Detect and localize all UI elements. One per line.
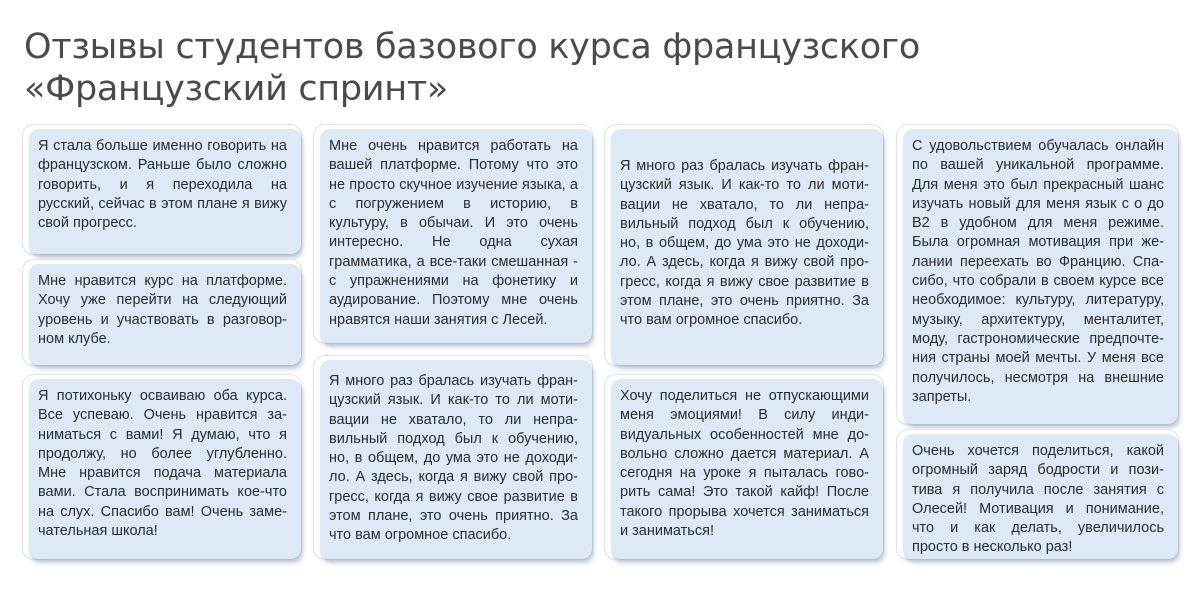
review-text: Я стала больше именно говорить на французском. Раньше было сложно говорить, и я переходила на русский, сейчас в этом плане я вижу свой прогресс. — [38, 138, 287, 232]
review-card-5 — [313, 355, 593, 560]
review-card-1 — [22, 124, 302, 255]
review-card-9 — [896, 429, 1179, 560]
review-text: Я много раз бралась изучать французский язык. И как-то то ли мотивации не хватало, то ли неправильный подход был к обучению, но, в общем, до ума это не доходило. А здесь, когда я вижу свой прогресс, когда я вижу свое развитие в этом плане, это очень приятно. За что вам огромное спасибо. — [620, 158, 869, 329]
review-text: С удовольствием обучалась онлайн по вашей уникальной программе. Для меня это был прекрасный шанс изучать новый для меня язык с о до В2 в удобном для меня режиме. Была огромная мотивация при желании переехать во Францию. Спасибо, что собрали в своем курсе все необходимое: культуру, литературу, музыку, архитектуру, менталитет, моду, гастрономические предпочтения страны моей мечты. У меня все получилось, несмотря на внешние запреты. — [912, 138, 1164, 405]
review-card-3 — [22, 374, 302, 560]
review-card-6 — [604, 124, 884, 366]
review-card-8 — [896, 124, 1179, 425]
review-card-4 — [313, 124, 593, 344]
review-text: Мне очень нравится работать на вашей платформе. Потому что это не просто скучное изучение языка, а с погружением в историю, в культуру, в обычаи. И это очень интересно. Не одна сухая грамматика, а все-таки смешанная - с упражнениями на фонетику и аудирование. Поэтому мне очень нравятся наши занятия с Лесей. — [329, 138, 578, 328]
review-card-2 — [22, 259, 302, 366]
review-text: Хочу поделиться не отпускающими меня эмоциями! В силу индивидуальных особенностей мне довольно сложно дается материал. А сегодня на уроке я пыталась говорить сама! Это такой кайф! После такого прорыва хочется заниматься и заниматься! — [620, 388, 869, 540]
review-text: Очень хочется поделиться, какой огромный заряд бодрости и позитива я получила после занятия с Олесей! Мотивация и понимание, что и как делать, увеличилось просто в несколько раз! — [912, 443, 1164, 556]
review-card-7 — [604, 374, 884, 560]
review-text: Мне нравится курс на платформе. Хочу уже перейти на следующий уровень и участвовать в разговорном клубе. — [38, 273, 287, 347]
review-text: Я потихоньку осваиваю оба курса. Все успеваю. Очень нравится заниматься с вами! Я думаю, что я продолжу, но более углубленно. Мне нравится подача материала вами. Стала воспринимать кое-что на слух. Спасибо вам! Очень замечательная школа! — [38, 388, 287, 540]
page-title: Отзывы студентов базового курса французского «Французский спринт» — [24, 27, 921, 109]
review-text: Я много раз бралась изучать французский язык. И как-то то ли мотивации не хватало, то ли неправильный подход был к обучению, но, в общем, до ума это не доходило. А здесь, когда я вижу свой прогресс, когда я вижу свое развитие в этом плане, это очень приятно. За что вам огромное спасибо. — [329, 373, 578, 544]
